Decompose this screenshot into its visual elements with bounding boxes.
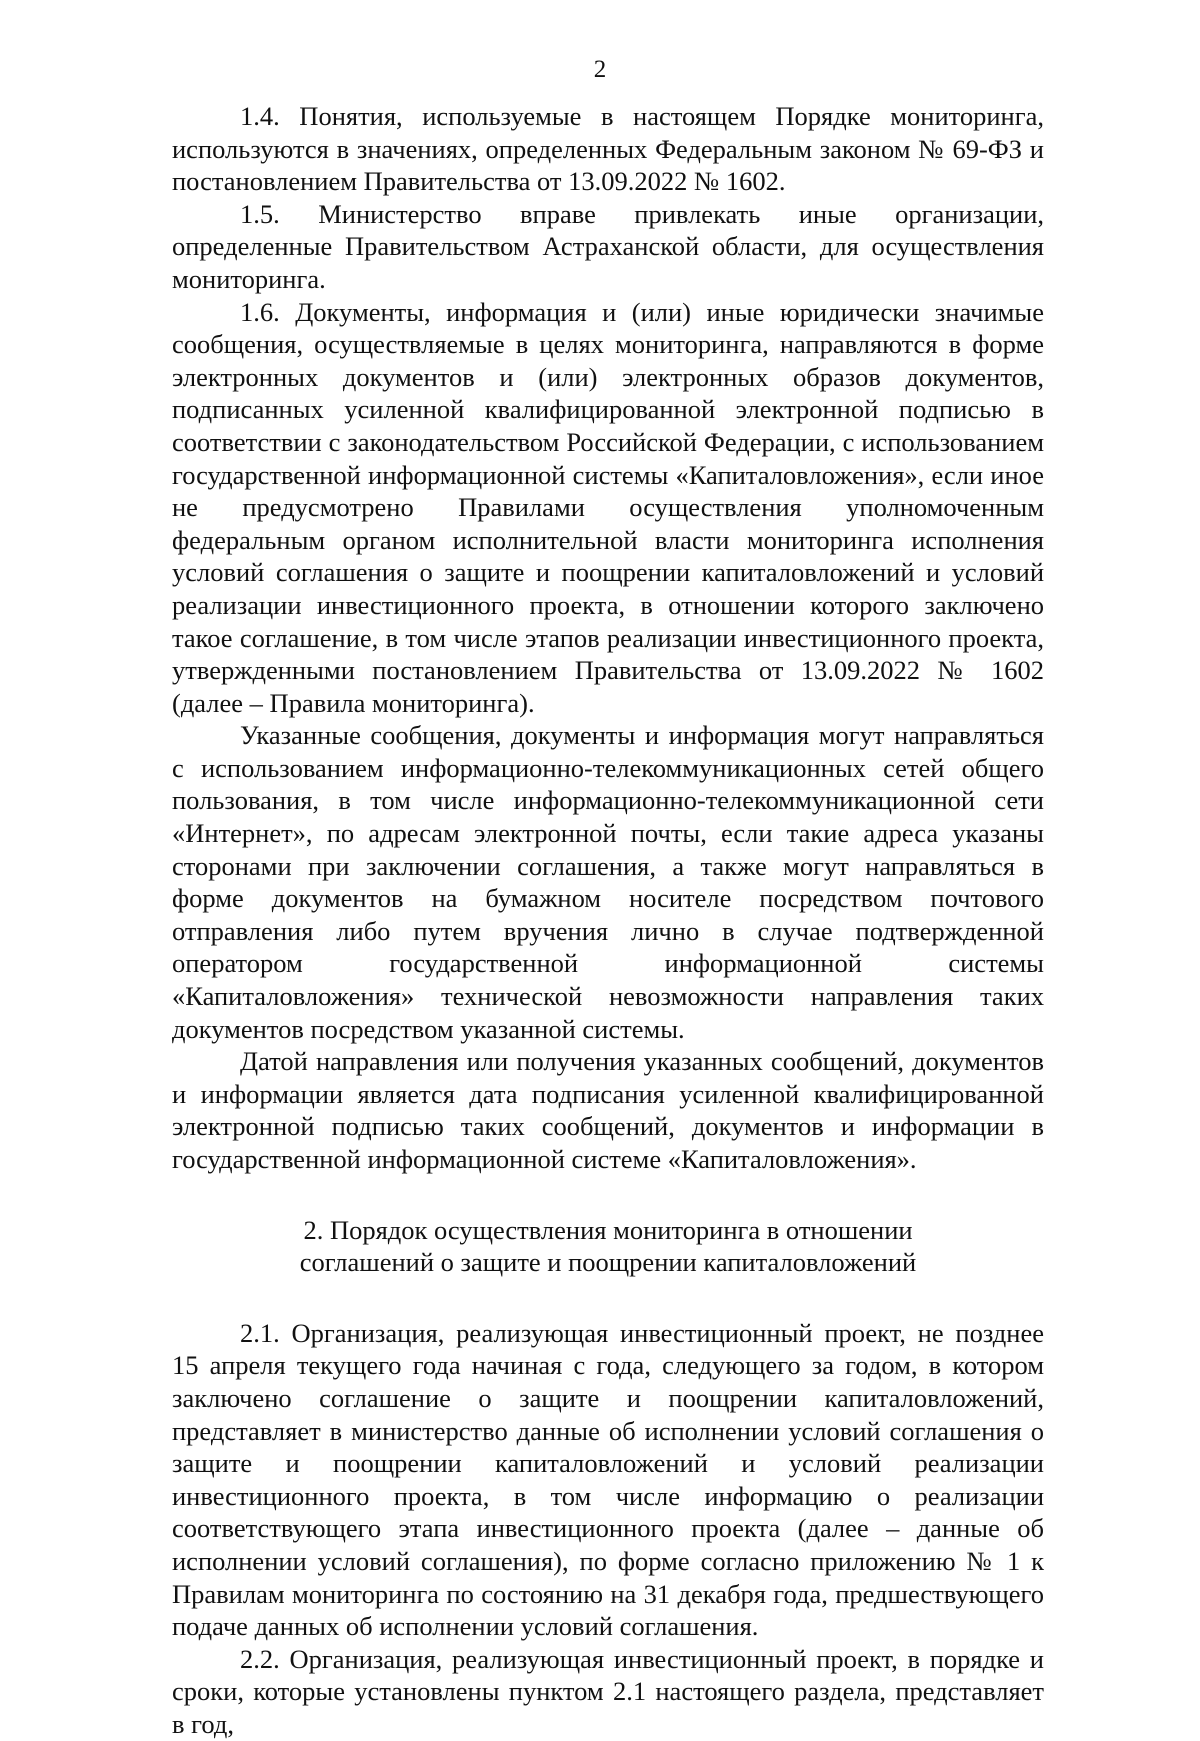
page-number: 2 [593, 56, 607, 83]
section-2-heading-line-1: 2. Порядок осуществления мониторинга в отношении [303, 1214, 913, 1245]
section-2-heading-line-2: соглашений о защите и поощрении капиталовложений [299, 1247, 917, 1278]
paragraph-2-1: 2.1. Организация, реализующая инвестиционный проект, не позднее 15 апреля текущего года начиная с года, следующего за годом, в котором заключено соглашение о защите и поощрении капиталовложений, представляет в министерство данные об исполнении условий соглашения о защите и поощрении капиталовложений и условий реализации инвестиционного проекта, в том числе информацию о реализации соответствующего этапа инвестиционного проекта (далее – данные об исполнении условий соглашения), по форме согласно приложению № 1 к Правилам мониторинга по состоянию на 31 декабря года, предшествующего подаче данных об исполнении условий соглашения. [172, 1317, 1044, 1642]
paragraph-2-2: 2.2. Организация, реализующая инвестиционный проект, в порядке и сроки, которые установлены пунктом 2.1 настоящего раздела, представляет в год, [172, 1643, 1044, 1739]
paragraph-1-4: 1.4. Понятия, используемые в настоящем Порядке мониторинга, используются в значениях, определенных Федеральным законом № 69-ФЗ и постановлением Правительства от 13.09.2022 № 1602. [172, 101, 1044, 197]
paragraph-1-5: 1.5. Министерство вправе привлекать иные организации, определенные Правительством Астраханской области, для осуществления мониторинга. [172, 198, 1044, 294]
section-2-heading [172, 1214, 1044, 1279]
document-body [172, 100, 1044, 1741]
paragraph-1-6-dates: Датой направления или получения указанных сообщений, документов и информации является дата подписания усиленной квалифицированной электронной подписью таких сообщений, документов и информации в государственной информационной системе «Капиталовложения». [172, 1046, 1044, 1174]
paragraph-1-6: 1.6. Документы, информация и (или) иные юридически значимые сообщения, осуществляемые в целях мониторинга, направляются в форме электронных документов и (или) электронных образов документов, подписанных усиленной квалифицированной электронной подписью в соответствии с законодательством Российской Федерации, с использованием государственной информационной системы «Капиталовложения», если иное не предусмотрено Правилами осуществления уполномоченным федеральным органом исполнительной власти мониторинга исполнения условий соглашения о защите и поощрении капиталовложений и условий реализации инвестиционного проекта, в отношении которого заключено такое соглашение, в том числе этапов реализации инвестиционного проекта, утвержденными постановлением Правительства от 13.09.2022 № 1602 (далее – Правила мониторинга). [172, 296, 1044, 718]
paragraph-1-6-messages: Указанные сообщения, документы и информация могут направляться с использованием информационно-телекоммуникационных сетей общего пользования, в том числе информационно-телекоммуникационной сети «Интернет», по адресам электронной почты, если такие адреса указаны сторонами при заключении соглашения, а также могут направляться в форме документов на бумажном носителе посредством почтового отправления либо путем вручения лично в случае подтвержденной оператором государственной информационной системы «Капиталовложения» технической невозможности направления таких документов посредством указанной системы. [172, 720, 1044, 1044]
